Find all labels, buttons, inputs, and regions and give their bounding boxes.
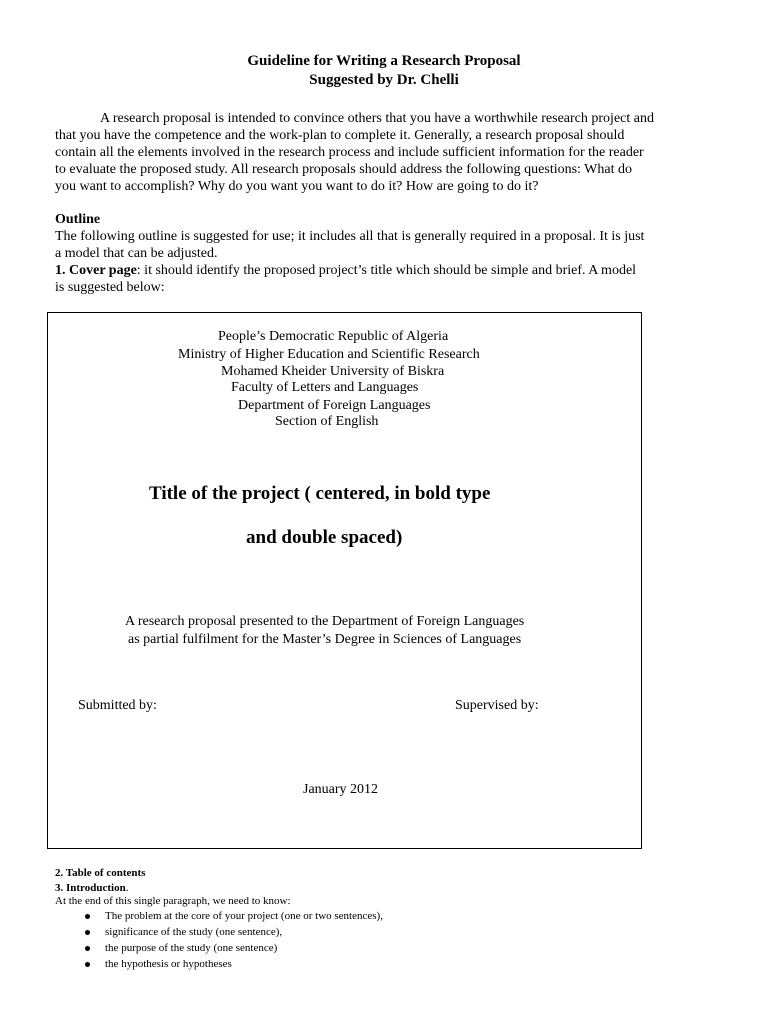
- list-item: [55, 956, 383, 972]
- bullet-icon: [85, 914, 90, 919]
- document-title: Guideline for Writing a Research Proposal: [247, 53, 521, 69]
- cover-supervised-by: Supervised by:: [455, 698, 539, 713]
- cover-republic: People’s Democratic Republic of Algeria: [218, 329, 449, 344]
- list-item-text: the purpose of the study (one sentence): [105, 942, 278, 954]
- cover-ministry: Ministry of Higher Education and Scientific Research: [178, 347, 480, 362]
- outline-line: is suggested below:: [55, 280, 165, 295]
- cover-page-item: [55, 262, 636, 280]
- list-item: [55, 924, 383, 940]
- cover-submitted-by: Submitted by:: [78, 698, 157, 713]
- list-item: [55, 908, 383, 924]
- cover-faculty: Faculty of Letters and Languages: [231, 380, 419, 395]
- cover-page-label: 1. Cover page: [55, 263, 137, 278]
- list-item-text: the hypothesis or hypotheses: [105, 958, 232, 970]
- cover-university: Mohamed Kheider University of Biskra: [221, 364, 445, 379]
- bullet-icon: [85, 962, 90, 967]
- cover-section: Section of English: [275, 414, 379, 429]
- cover-project-title: and double spaced): [246, 527, 403, 548]
- intro-line: contain all the elements involved in the research process and include sufficient information for the reader: [55, 145, 644, 160]
- intro-line: A research proposal is intended to convince others that you have a worthwhile research project and: [100, 111, 654, 126]
- list-item-text: The problem at the core of your project (one or two sentences),: [105, 910, 383, 922]
- introduction-period: .: [125, 882, 129, 894]
- list-item-text: significance of the study (one sentence),: [105, 926, 283, 938]
- list-item: [55, 940, 383, 956]
- cover-page-text: : it should identify the proposed project’s title which should be simple and brief. A model: [136, 263, 637, 278]
- cover-presented: as partial fulfilment for the Master’s Degree in Sciences of Languages: [128, 632, 522, 647]
- cover-presented: A research proposal presented to the Department of Foreign Languages: [125, 614, 525, 629]
- bullet-icon: [85, 946, 90, 951]
- introduction-label: 3. Introduction: [55, 882, 126, 894]
- introduction-bullet-list: [55, 908, 383, 972]
- cover-project-title: Title of the project ( centered, in bold type: [149, 483, 491, 504]
- cover-date: January 2012: [303, 782, 379, 797]
- intro-line: you want to accomplish? Why do you want you want to do it? How are going to do it?: [55, 179, 539, 194]
- document-subtitle: Suggested by Dr. Chelli: [309, 72, 459, 88]
- intro-line: to evaluate the proposed study. All research proposals should address the following questions: What do: [55, 162, 633, 177]
- outline-heading: Outline: [55, 212, 101, 227]
- bullet-icon: [85, 930, 90, 935]
- introduction-text: At the end of this single paragraph, we need to know:: [55, 895, 291, 907]
- intro-line: that you have the competence and the work-plan to complete it. Generally, a research proposal should: [55, 128, 625, 143]
- toc-heading: 2. Table of contents: [55, 867, 146, 879]
- outline-line: The following outline is suggested for use; it includes all that is generally required in a proposal. It is just: [55, 229, 645, 244]
- cover-department: Department of Foreign Languages: [238, 398, 431, 413]
- outline-line: a model that can be adjusted.: [55, 246, 218, 261]
- cover-page-model: [47, 312, 642, 849]
